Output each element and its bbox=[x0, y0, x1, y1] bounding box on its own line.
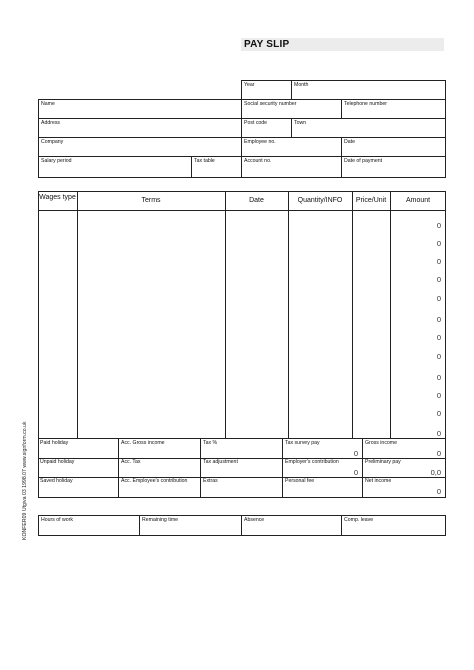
account-no-label: Account no. bbox=[244, 158, 272, 164]
amount-value: 0 bbox=[436, 409, 441, 418]
divider bbox=[390, 191, 391, 439]
employers-contribution-label: Employer's contribution bbox=[285, 459, 339, 465]
column-header-price-unit: Price/Unit bbox=[355, 197, 387, 204]
employers-contribution-value: 0 bbox=[353, 468, 358, 477]
tax-pct-label: Tax % bbox=[203, 440, 218, 446]
divider bbox=[291, 118, 292, 137]
amount-value: 0 bbox=[436, 429, 441, 438]
remaining-time-label: Remaining time bbox=[142, 517, 179, 523]
column-header-date: Date bbox=[249, 197, 264, 204]
divider bbox=[225, 191, 226, 439]
divider bbox=[241, 515, 242, 536]
personal-fee-label: Personal fee bbox=[285, 478, 315, 484]
divider bbox=[38, 156, 446, 157]
divider bbox=[241, 80, 242, 178]
phone-label: Telephone number bbox=[344, 101, 387, 107]
divider bbox=[38, 137, 446, 138]
year-label: Year bbox=[244, 82, 255, 88]
column-header-quantity-info: Quantity/INFO bbox=[297, 197, 343, 204]
unpaid-holiday-label: Unpaid holiday bbox=[40, 459, 75, 465]
divider bbox=[77, 191, 78, 439]
saved-holiday-label: Saved holiday bbox=[40, 478, 73, 484]
tax-table-label: Tax table bbox=[194, 158, 215, 164]
amount-value: 0 bbox=[436, 391, 441, 400]
tax-survey-pay-label: Tax survey pay bbox=[285, 440, 320, 446]
divider bbox=[282, 439, 283, 498]
net-income-label: Net income bbox=[365, 478, 392, 484]
footer-row bbox=[38, 515, 446, 536]
divider bbox=[118, 439, 119, 498]
net-income-value: 0 bbox=[436, 487, 441, 496]
divider bbox=[352, 191, 353, 439]
company-label: Company bbox=[41, 139, 64, 145]
divider bbox=[200, 439, 201, 498]
comp-leave-label: Comp. leave bbox=[344, 517, 374, 523]
divider bbox=[191, 156, 192, 178]
divider bbox=[341, 99, 342, 118]
amount-value: 0 bbox=[436, 275, 441, 284]
ssn-label: Social security number bbox=[244, 101, 297, 107]
column-header-terms: Terms bbox=[141, 197, 161, 204]
divider bbox=[139, 515, 140, 536]
date-of-payment-label: Date of payment bbox=[344, 158, 383, 164]
acc-gross-income-label: Acc. Gross income bbox=[121, 440, 165, 446]
table-header-divider bbox=[38, 210, 446, 211]
amount-value: 0 bbox=[436, 333, 441, 342]
divider bbox=[291, 80, 292, 99]
post-code-label: Post code bbox=[244, 120, 268, 126]
divider bbox=[241, 80, 446, 81]
divider bbox=[341, 515, 342, 536]
amount-value: 0 bbox=[436, 221, 441, 230]
divider bbox=[38, 118, 446, 119]
employee-no-label: Employee no. bbox=[244, 139, 276, 145]
address-label: Address bbox=[41, 120, 61, 126]
page-title: PAY SLIP bbox=[244, 39, 290, 50]
extras-label: Extras bbox=[203, 478, 218, 484]
paid-holiday-label: Paid holiday bbox=[40, 440, 69, 446]
divider bbox=[288, 191, 289, 439]
acc-employees-contribution-label: Acc. Employee's contribution bbox=[121, 478, 188, 484]
divider bbox=[38, 99, 446, 100]
month-label: Month bbox=[294, 82, 309, 88]
acc-tax-label: Acc. Tax bbox=[121, 459, 141, 465]
gross-income-label: Gross income bbox=[365, 440, 397, 446]
preliminary-pay-label: Preliminary pay bbox=[365, 459, 401, 465]
hours-of-work-label: Hours of work bbox=[41, 517, 73, 523]
preliminary-pay-value: 0,0 bbox=[430, 468, 441, 477]
divider bbox=[341, 137, 342, 178]
town-label: Town bbox=[294, 120, 307, 126]
date-label: Date bbox=[344, 139, 355, 145]
column-header-amount: Amount bbox=[405, 197, 431, 204]
amount-value: 0 bbox=[436, 373, 441, 382]
amount-value: 0 bbox=[436, 239, 441, 248]
amount-value: 0 bbox=[436, 352, 441, 361]
divider bbox=[38, 99, 39, 178]
gross-income-value: 0 bbox=[436, 449, 441, 458]
salary-period-label: Salary period bbox=[41, 158, 72, 164]
wages-table bbox=[38, 191, 446, 439]
amount-value: 0 bbox=[436, 315, 441, 324]
amount-value: 0 bbox=[436, 257, 441, 266]
amount-value: 0 bbox=[436, 294, 441, 303]
tax-survey-pay-value: 0 bbox=[353, 449, 358, 458]
divider bbox=[362, 439, 363, 498]
absence-label: Absence bbox=[244, 517, 265, 523]
form-code-side-text: KONFER09 Utgiva 03 1998.07 www.signform.co.uk bbox=[22, 421, 28, 540]
name-label: Name bbox=[41, 101, 55, 107]
tax-adjustment-label: Tax adjustment bbox=[203, 459, 238, 465]
column-header-wages-type: Wages type bbox=[39, 194, 76, 201]
header-form bbox=[38, 80, 446, 178]
